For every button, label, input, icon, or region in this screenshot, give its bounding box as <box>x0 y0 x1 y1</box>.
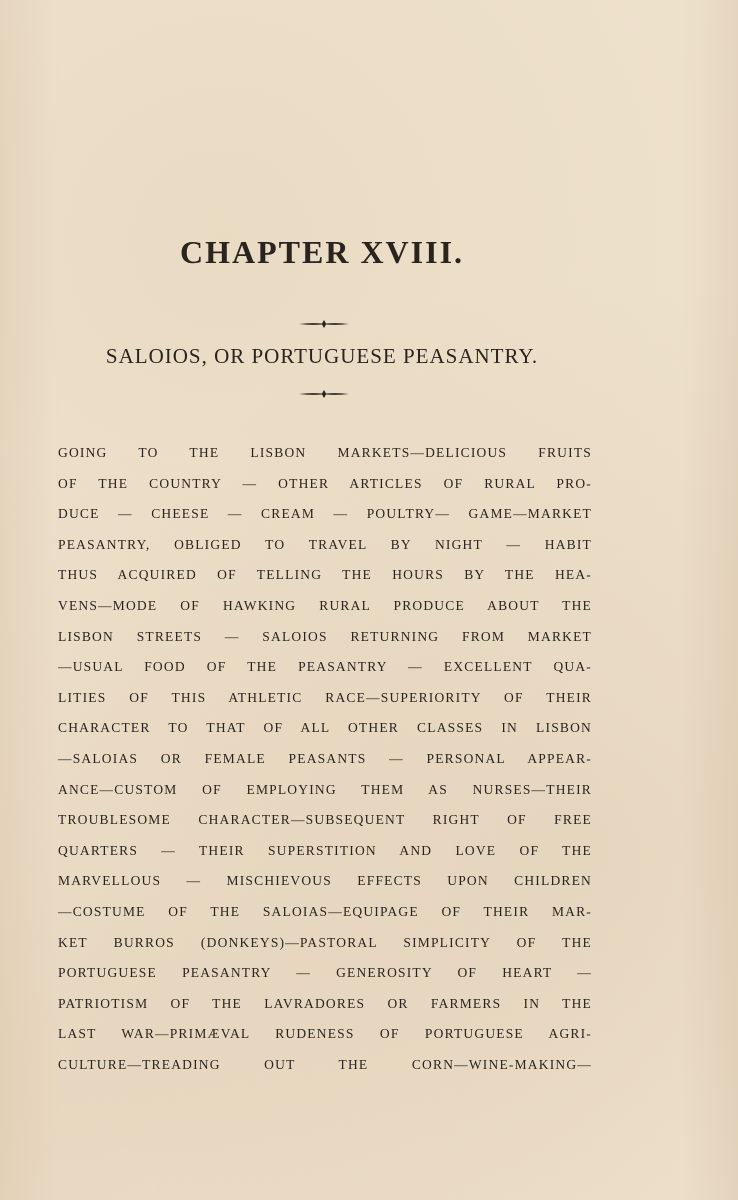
summary-line: VENS—MODE OF HAWKING RURAL PRODUCE ABOUT THE <box>58 597 592 613</box>
chapter-subtitle: SALOIOS, OR PORTUGUESE PEASANTRY. <box>105 344 539 368</box>
summary-line: TROUBLESOME CHARACTER—SUBSEQUENT RIGHT OF FREE <box>58 812 592 828</box>
summary-line: —USUAL FOOD OF THE PEASANTRY — EXCELLENT QUA- <box>58 659 592 675</box>
summary-line: CHARACTER TO THAT OF ALL OTHER CLASSES IN LISBON <box>58 720 592 736</box>
summary-line: MARVELLOUS — MISCHIEVOUS EFFECTS UPON CHILDREN <box>58 873 592 889</box>
summary-line: CULTURE—TREADING OUT THE CORN—WINE-MAKING— <box>58 1056 592 1072</box>
chapter-title: CHAPTER XVIII. <box>179 234 465 270</box>
summary-line: KET BURROS (DONKEYS)—PASTORAL SIMPLICITY OF THE <box>58 934 592 950</box>
summary-line: THUS ACQUIRED OF TELLING THE HOURS BY THE HEA- <box>58 567 592 583</box>
summary-line: GOING TO THE LISBON MARKETS—DELICIOUS FRUITS <box>58 445 592 460</box>
summary-line: —COSTUME OF THE SALOIAS—EQUIPAGE OF THEIR MAR- <box>58 903 592 919</box>
summary-line: ANCE—CUSTOM OF EMPLOYING THEM AS NURSES—THEIR <box>58 781 592 797</box>
ornament-icon <box>298 318 350 330</box>
summary-line: LITIES OF THIS ATHLETIC RACE—SUPERIORITY OF THEIR <box>58 689 592 705</box>
summary-line: LISBON STREETS — SALOIOS RETURNING FROM MARKET <box>58 628 592 644</box>
ornament-icon <box>298 388 350 400</box>
summary-line: DUCE — CHEESE — CREAM — POULTRY— GAME—MARKET <box>58 506 592 522</box>
summary-line: PORTUGUESE PEASANTRY — GENEROSITY OF HEART — <box>58 965 592 981</box>
summary-line: OF THE COUNTRY — OTHER ARTICLES OF RURAL PRO- <box>58 475 592 491</box>
chapter-summary <box>58 442 592 1084</box>
summary-line: —SALOIAS OR FEMALE PEASANTS — PERSONAL APPEAR- <box>58 750 592 766</box>
summary-line: PATRIOTISM OF THE LAVRADORES OR FARMERS IN THE <box>58 995 592 1011</box>
summary-line: LAST WAR—PRIMÆVAL RUDENESS OF PORTUGUESE AGRI- <box>58 1026 592 1042</box>
summary-line: QUARTERS — THEIR SUPERSTITION AND LOVE OF THE <box>58 842 592 858</box>
summary-line: PEASANTRY, OBLIGED TO TRAVEL BY NIGHT — HABIT <box>58 536 592 552</box>
